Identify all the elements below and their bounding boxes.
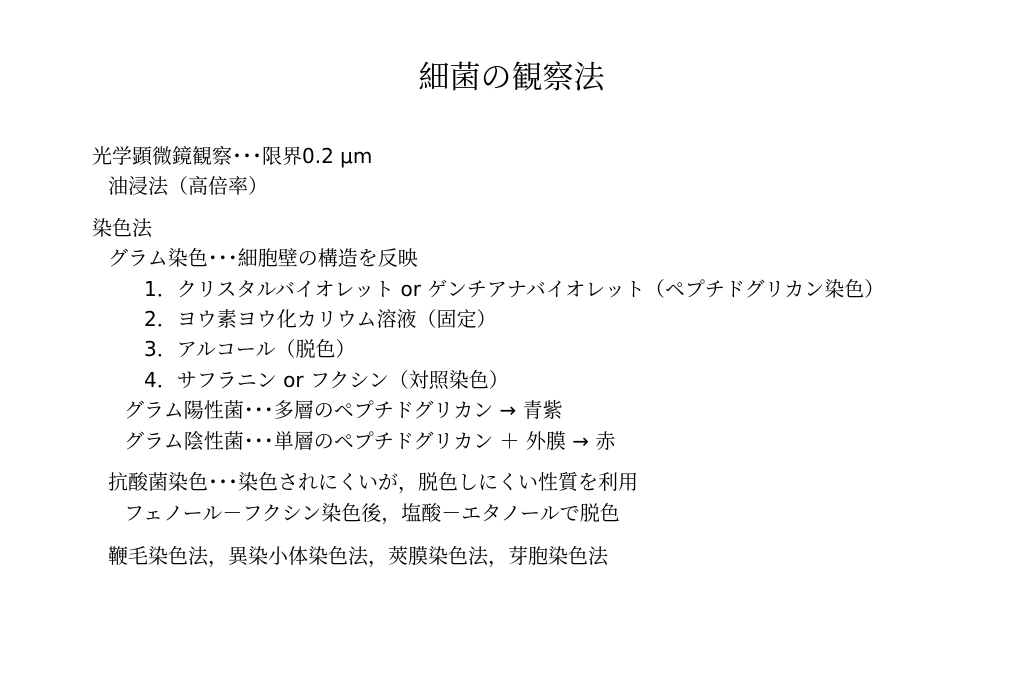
text-line-oil-immersion: 油浸法（高倍率） [108, 174, 268, 198]
text-line-gram-negative: グラム陰性菌･･･単層のペプチドグリカン ＋ 外膜 → 赤 [124, 429, 616, 453]
text-line-light-microscopy: 光学顕微鏡観察･･･限界0.2 μm [92, 144, 373, 168]
text-line-step-2: 2．ヨウ素ヨウ化カリウム溶液（固定） [144, 307, 497, 331]
text-line-gram-positive: グラム陽性菌･･･多層のペプチドグリカン → 青紫 [124, 398, 563, 422]
text-line-acid-fast-procedure: フェノール－フクシン染色後，塩酸－エタノールで脱色 [124, 501, 620, 525]
text-line-acid-fast-stain: 抗酸菌染色･･･染色されにくいが，脱色しにくい性質を利用 [108, 470, 638, 494]
text-line-other-stains: 鞭毛染色法，異染小体染色法，莢膜染色法，芽胞染色法 [108, 544, 608, 568]
text-line-step-4: 4．サフラニン or フクシン（対照染色） [144, 368, 509, 392]
text-line-step-3: 3．アルコール（脱色） [144, 337, 356, 361]
text-line-step-1: 1．クリスタルバイオレット or ゲンチアナバイオレット（ペプチドグリカン染色） [144, 277, 885, 301]
slide-title: 細菌の観察法 [418, 60, 605, 96]
text-line-gram-stain: グラム染色･･･細胞壁の構造を反映 [108, 246, 418, 270]
text-line-staining-methods: 染色法 [92, 216, 152, 240]
